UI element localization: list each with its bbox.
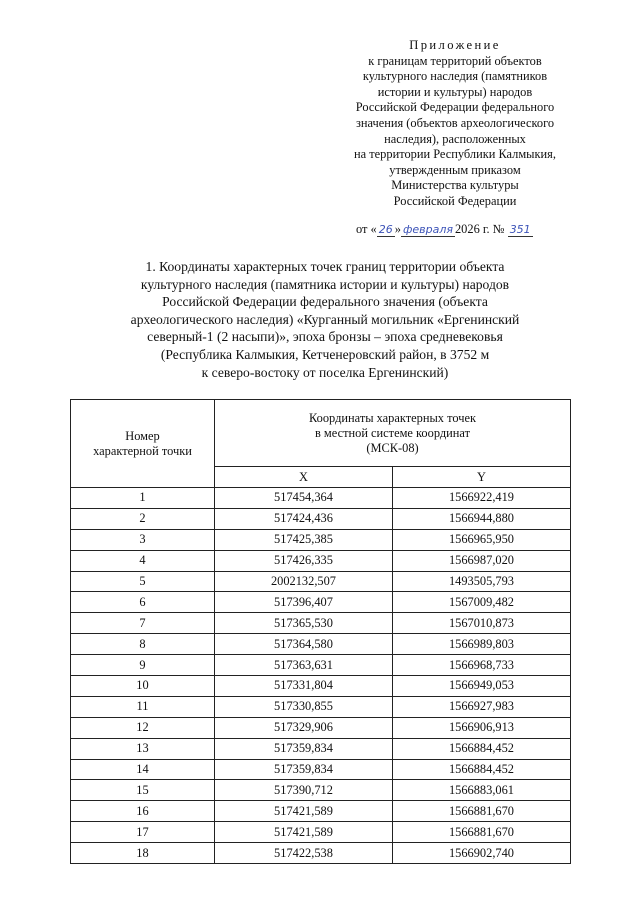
table-row (71, 592, 571, 613)
appendix-line: наследия), расположенных (384, 131, 526, 146)
appendix-line: на территории Республики Калмыкия, (354, 147, 556, 162)
x-cell: 517331,804 (215, 676, 393, 697)
y-cell: 1493505,793 (392, 571, 570, 592)
point-number-cell: 11 (71, 696, 215, 717)
title-line: культурного наследия (памятника истории и культуры) народов (140, 276, 510, 292)
table-row (71, 843, 571, 864)
order-number-handwritten: 351 (509, 223, 531, 236)
point-number-cell: 10 (71, 676, 215, 697)
x-cell: 517454,364 (215, 488, 393, 509)
y-cell: 1566968,733 (392, 655, 570, 676)
point-number-cell: 18 (71, 843, 215, 864)
y-cell: 1566884,452 (392, 738, 570, 759)
order-date-line (356, 222, 533, 237)
x-cell: 517424,436 (215, 508, 393, 529)
x-cell: 517421,589 (215, 801, 393, 822)
y-cell: 1566883,061 (392, 780, 570, 801)
table-row (71, 676, 571, 697)
table-row (71, 717, 571, 738)
order-year: 2026 г. № (454, 222, 505, 236)
coordinates-table (70, 399, 571, 864)
table-row (71, 822, 571, 843)
x-cell: 517426,335 (215, 550, 393, 571)
section-title (90, 258, 560, 381)
title-line: к северо-востоку от поселка Ергенинский) (201, 364, 449, 380)
table-row (71, 613, 571, 634)
point-number-cell: 12 (71, 717, 215, 738)
appendix-block (300, 38, 610, 210)
coordinates-header-line: в местной системе координат (314, 425, 471, 440)
appendix-line: значения (объектов археологического (355, 115, 555, 130)
point-number-cell: 17 (71, 822, 215, 843)
point-number-header-line: характерной точки (93, 443, 192, 458)
order-month-handwritten: февраля (402, 223, 453, 236)
appendix-line: Министерства культуры (391, 178, 519, 193)
table-row (71, 696, 571, 717)
y-cell: 1566922,419 (392, 488, 570, 509)
table-row (71, 801, 571, 822)
point-number-cell: 9 (71, 655, 215, 676)
x-cell: 517421,589 (215, 822, 393, 843)
x-cell: 517364,580 (215, 634, 393, 655)
table-row (71, 780, 571, 801)
table-row (71, 738, 571, 759)
table-row (71, 488, 571, 509)
y-cell: 1566881,670 (392, 822, 570, 843)
point-number-header-line: Номер (125, 428, 160, 443)
y-header: Y (392, 467, 570, 488)
point-number-cell: 7 (71, 613, 215, 634)
table-row (71, 508, 571, 529)
y-cell: 1566927,983 (392, 696, 570, 717)
point-number-cell: 8 (71, 634, 215, 655)
appendix-line: утвержденным приказом (389, 162, 521, 177)
table-row (71, 759, 571, 780)
title-line: археологического наследия) «Курганный могильник «Ергенинский (130, 311, 520, 327)
point-number-cell: 16 (71, 801, 215, 822)
table-row (71, 550, 571, 571)
title-line: Российской Федерации федерального значения (объекта (162, 294, 488, 310)
appendix-line: Российской Федерации федерального (355, 100, 555, 115)
table-row (71, 529, 571, 550)
x-cell: 517422,538 (215, 843, 393, 864)
title-line: (Республика Калмыкия, Кетченеровский район, в 3752 м (160, 346, 490, 362)
x-cell: 517425,385 (215, 529, 393, 550)
y-cell: 1566902,740 (392, 843, 570, 864)
table-row (71, 655, 571, 676)
appendix-line: истории и культуры) народов (377, 84, 533, 99)
appendix-line: культурного наследия (памятников (362, 69, 548, 84)
appendix-line: Российской Федерации (393, 193, 517, 208)
y-cell: 1566944,880 (392, 508, 570, 529)
x-cell: 517330,855 (215, 696, 393, 717)
y-cell: 1566906,913 (392, 717, 570, 738)
y-cell: 1566884,452 (392, 759, 570, 780)
title-line: северный-1 (2 насыпи)», эпоха бронзы – эпоха средневековья (147, 329, 503, 345)
title-line: 1. Координаты характерных точек границ территории объекта (145, 259, 505, 274)
point-number-cell: 13 (71, 738, 215, 759)
x-cell: 517329,906 (215, 717, 393, 738)
x-cell: 2002132,507 (215, 571, 393, 592)
order-mid: » (394, 222, 401, 236)
y-cell: 1566949,053 (392, 676, 570, 697)
x-cell: 517359,834 (215, 759, 393, 780)
y-cell: 1567009,482 (392, 592, 570, 613)
coordinates-header-line: Координаты характерных точек (309, 410, 476, 425)
point-number-cell: 2 (71, 508, 215, 529)
point-number-cell: 4 (71, 550, 215, 571)
table-row (71, 634, 571, 655)
x-cell: 517363,631 (215, 655, 393, 676)
order-prefix: от « (356, 222, 377, 236)
table-row (71, 571, 571, 592)
y-cell: 1567010,873 (392, 613, 570, 634)
x-cell: 517359,834 (215, 738, 393, 759)
point-number-header (71, 400, 215, 488)
point-number-cell: 3 (71, 529, 215, 550)
y-cell: 1566987,020 (392, 550, 570, 571)
y-cell: 1566989,803 (392, 634, 570, 655)
coordinates-header-line: (МСК-08) (366, 440, 419, 455)
appendix-heading: Приложение (409, 38, 501, 52)
point-number-cell: 14 (71, 759, 215, 780)
x-header: X (215, 467, 393, 488)
point-number-cell: 6 (71, 592, 215, 613)
x-cell: 517390,712 (215, 780, 393, 801)
x-cell: 517396,407 (215, 592, 393, 613)
point-number-cell: 5 (71, 571, 215, 592)
y-cell: 1566881,670 (392, 801, 570, 822)
point-number-cell: 15 (71, 780, 215, 801)
table-body (71, 488, 571, 864)
point-number-cell: 1 (71, 488, 215, 509)
order-day-handwritten: 26 (378, 223, 393, 236)
coordinates-header (215, 400, 571, 467)
x-cell: 517365,530 (215, 613, 393, 634)
y-cell: 1566965,950 (392, 529, 570, 550)
appendix-line: к границам территорий объектов (368, 53, 542, 68)
